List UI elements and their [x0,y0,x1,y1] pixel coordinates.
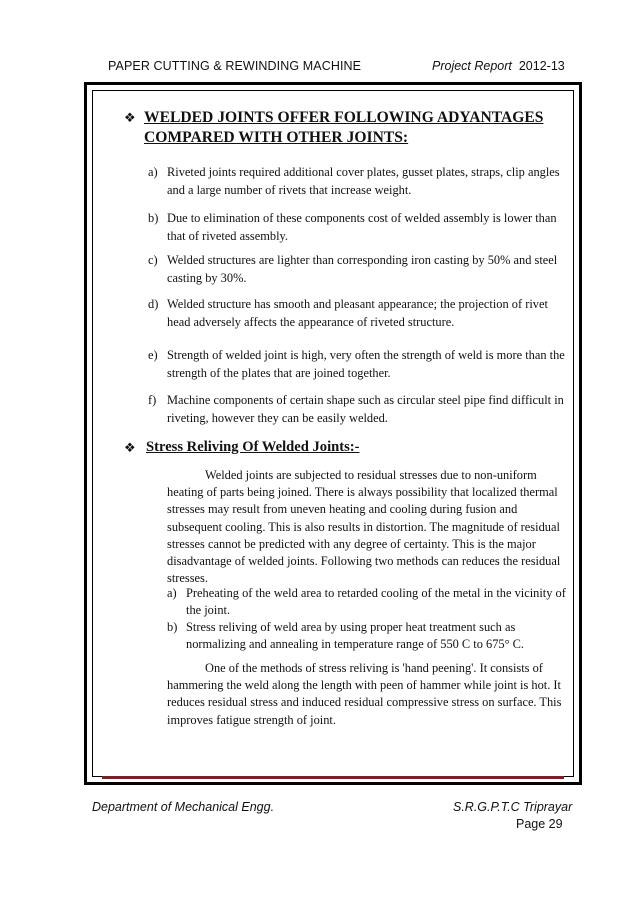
list-item-text: Riveted joints required additional cover plates, gusset plates, straps, clip angles and a large number of rivets that increase weight. [167,165,560,197]
diamond-bullet-icon: ❖ [124,440,136,455]
method-item-label: b) [167,620,178,634]
list-item-label: a) [148,165,158,179]
list-item-text: Welded structures are lighter than corresponding iron casting by 50% and steel casting by 30%. [167,253,558,285]
list-item-text: Strength of welded joint is high, very often the strength of weld is more than the strength of the plates that are joined together. [167,348,565,380]
footer-department: Department of Mechanical Engg. [92,800,275,814]
list-item-text: Welded structure has smooth and pleasant appearance; the projection of rivet head adversely affects the appearance of riveted structure. [167,297,548,329]
footer-divider [102,776,564,779]
diamond-bullet-icon: ❖ [124,110,136,125]
list-item-text: Due to elimination of these components cost of welded assembly is lower than that of riveted assembly. [167,211,557,243]
page-number: Page 29 [516,817,563,831]
heading-line-1: WELDED JOINTS OFFER FOLLOWING ADYANTAGES [144,109,544,126]
paragraph-residual-stress: Welded joints are subjected to residual stresses due to non-uniform heating of parts being joined. There is always possibility that localized thermal stresses may result from uneven heating and cooling during fusion and subsequent cooling. This is also results in distortion. The magnitude of residual stresses cannot be predicted with any degree of certainty. This is the major disadvantage of welded joints. Following two methods can reduces the residual stresses. [167,468,561,586]
header-year: 2012-13 [518,59,565,73]
heading-line-2: COMPARED WITH OTHER JOINTS: [144,129,409,146]
method-item-text: Preheating of the weld area to retarded cooling of the metal in the vicinity of the joint. [186,586,566,618]
paragraph-hand-peening: One of the methods of stress reliving is 'hand peening'. It consists of hammering the weld along the length with peen of hammer while joint is hot. It reduces residual stress and induced residual compressive stress on surface. This improves fatigue strength of joint. [167,661,562,727]
header-report [432,59,565,73]
list-item-label: b) [148,211,159,225]
list-item-label: e) [148,348,158,362]
list-item-text: Machine components of certain shape such as circular steel pipe find difficult in riveting, however they can be easily welded. [167,393,564,425]
header-report-label: Project Report [432,59,512,73]
section-heading-advantages [144,108,564,148]
list-item-label: c) [148,253,158,267]
footer-institute: S.R.G.P.T.C Triprayar [453,800,573,814]
list-item-label: d) [148,297,159,311]
header-title: PAPER CUTTING & REWINDING MACHINE [108,59,362,73]
list-item-label: f) [148,393,157,407]
method-item-text: Stress reliving of weld area by using proper heat treatment such as normalizing and annealing in temperature range of 550 C to 675° C. [186,620,525,652]
section-heading-stress-reliving: Stress Reliving Of Welded Joints:- [146,439,360,455]
method-item-label: a) [167,586,177,600]
